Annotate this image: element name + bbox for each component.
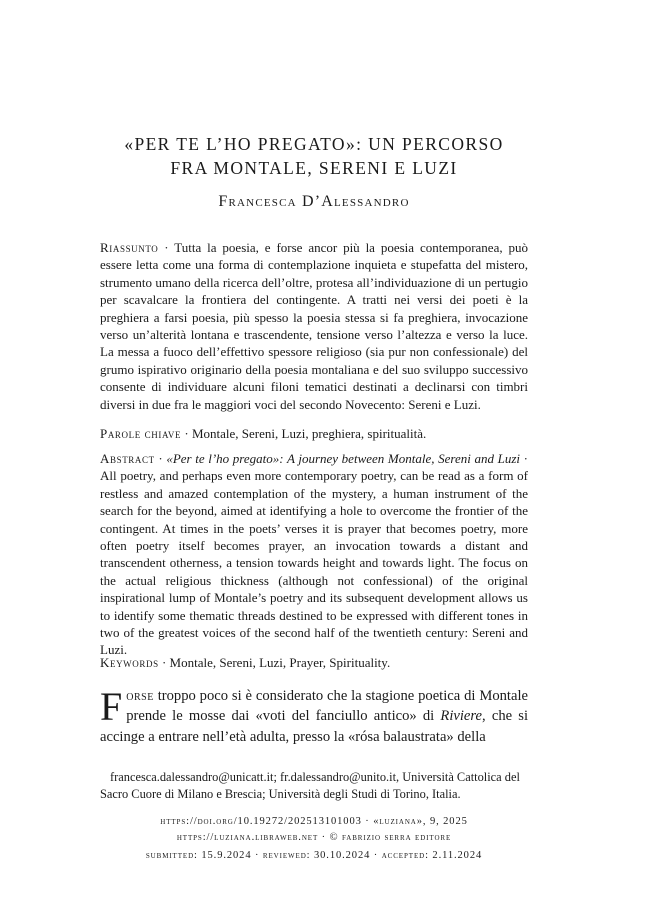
parole-chiave-label: Parole chiave bbox=[100, 426, 182, 441]
abstract-separator: · bbox=[154, 451, 167, 466]
dates-line: submitted: 15.9.2024 · reviewed: 30.10.2024 · accepted: 2.11.2024 bbox=[145, 850, 483, 861]
abstract-separator-2: · bbox=[520, 451, 528, 466]
article-title bbox=[100, 132, 528, 180]
author-name: Francesca D’Alessandro bbox=[218, 193, 410, 210]
keywords-text: Montale, Sereni, Luzi, Prayer, Spirituality. bbox=[169, 655, 391, 670]
abstract-label: Abstract bbox=[100, 451, 155, 466]
body-first-word: orse bbox=[126, 688, 154, 704]
url-line: https://luziana.libraweb.net · © fabrizio serra editore bbox=[176, 832, 452, 843]
body-italic-title: Riviere bbox=[440, 708, 483, 725]
title-line-1: «PER TE L’HO PREGATO»: UN PERCORSO bbox=[124, 134, 504, 154]
keywords-label: Keywords bbox=[100, 655, 159, 670]
keywords-paragraph bbox=[100, 654, 528, 671]
drop-cap: F bbox=[100, 684, 123, 729]
body-text-a: troppo poco si è considerato che la stagione poetica di Montale prende le mosse dai «voti del fanciullo antico» di bbox=[126, 688, 528, 725]
parole-chiave-separator: · bbox=[181, 426, 192, 441]
abstract-paragraph bbox=[100, 450, 528, 659]
title-line-2: FRA MONTALE, SERENI E LUZI bbox=[170, 158, 458, 178]
riassunto-paragraph bbox=[100, 239, 528, 413]
parole-chiave-paragraph bbox=[100, 425, 528, 442]
riassunto-separator: · bbox=[158, 240, 175, 255]
abstract-text: All poetry, and perhaps even more contemporary poetry, can be read as a form of restless and amazed contemplation of the mystery, a human instrument of the search for the beyond, aimed at identifying a hole to overcome the frontier of the contingent. At times in the poets’ verses it is prayer that becomes poetry, more often poetry itself becomes prayer, an invocation towards a distant and transcendent otherness, a tension towards height and towards light. The focus on the actual religious thickness (although not confessional) of the original inspirational lump of Montale’s poetry and its subsequent development allows us to identify some thematic threads destined to be expressed with different tones in two of the greatest voices of the second half of the twentieth century: Sereni and Luzi. bbox=[100, 468, 528, 658]
author-affiliation-footnote: francesca.dalessandro@unicatt.it; fr.dalessandro@unito.it, Università Cattolica del Sacro Cuore di Milano e Brescia; Università degli Studi di Torino, Italia. bbox=[100, 770, 520, 801]
keywords-separator: · bbox=[158, 655, 170, 670]
body-paragraph bbox=[100, 686, 528, 747]
abstract-english-title: «Per te l’ho pregato»: A journey between Montale, Sereni and Luzi bbox=[166, 451, 521, 466]
parole-chiave-text: Montale, Sereni, Luzi, preghiera, spiritualità. bbox=[191, 426, 427, 441]
riassunto-label: Riassunto bbox=[100, 240, 159, 255]
doi-line: https://doi.org/10.19272/202513101003 · «luziana», 9, 2025 bbox=[160, 816, 468, 827]
riassunto-text: Tutta la poesia, e forse ancor più la poesia contemporanea, può essere letta come una forma di contemplazione inquieta e stupefatta del mistero, strumento umano della ricerca dell’oltre, protesa all’individuazione di un pertugio per scavalcare la frontiera del contingente. A tratti nei versi dei poeti è la preghiera a farsi poesia, più spesso la poesia stessa si fa preghiera, invocazione verso un’alterità lontana e trascendente, tensione verso l’altezza e verso la luce. La messa a fuoco dell’effettivo spessore religioso (sia pur non confessionale) del grumo ispirativo originario della poesia montaliana e del suo sviluppo successivo consente di individuare alcuni filoni tematici destinati a declinarsi con timbri diversi in due fra le maggiori voci del secondo Novecento: Sereni e Luzi. bbox=[100, 240, 528, 412]
body-text-b: , che si accinge a entrare nell’età adulta, presso la «rósa balaustrata» della bbox=[100, 708, 529, 745]
